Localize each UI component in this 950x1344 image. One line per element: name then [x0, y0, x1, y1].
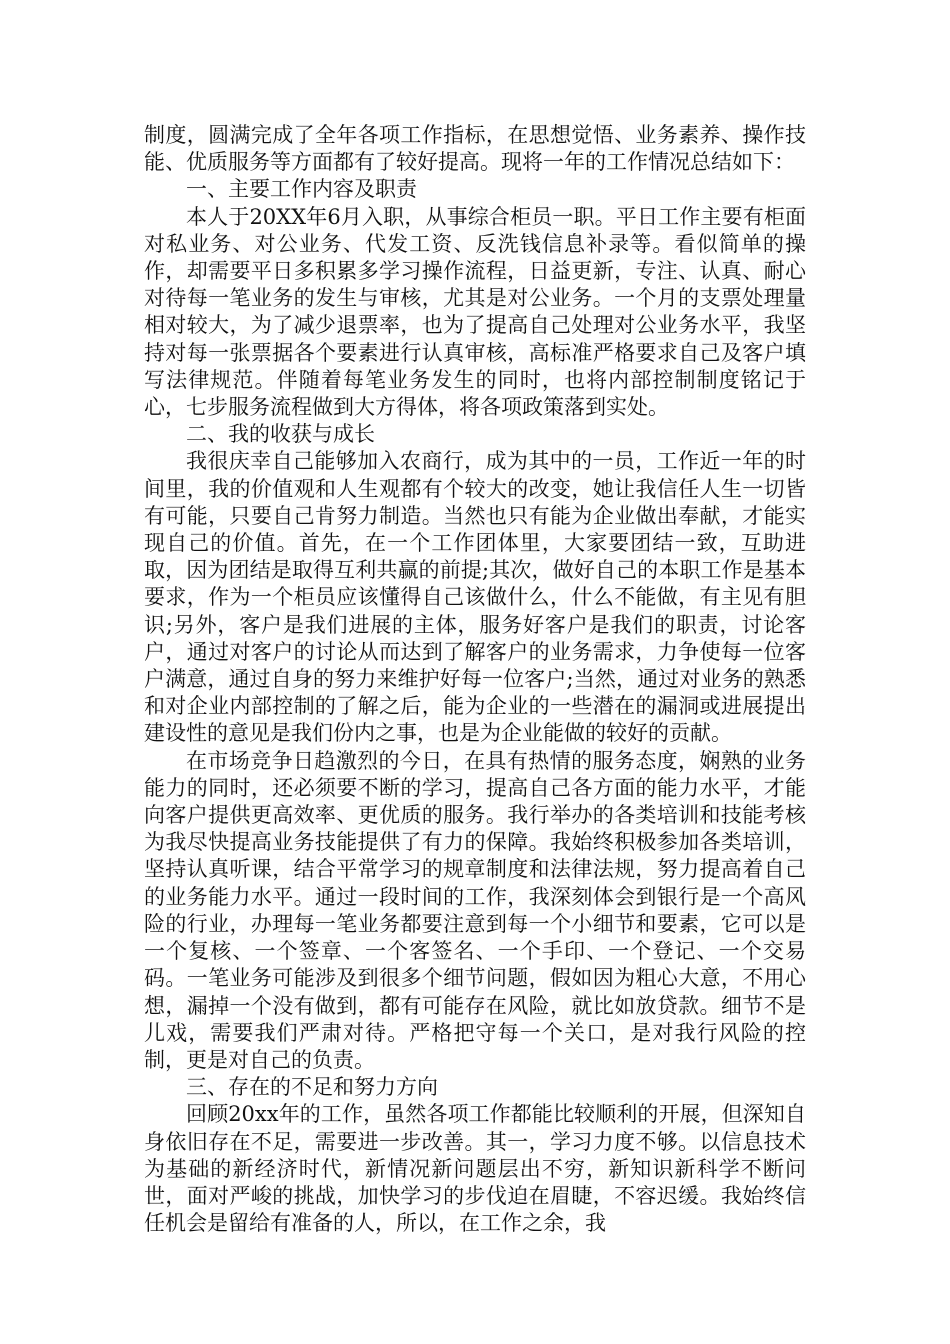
section-heading-3: 三、存在的不足和努力方向: [186, 1075, 438, 1100]
section-heading-2: 二、我的收获与成长: [186, 422, 375, 447]
paragraph-learning: 在市场竞争日趋激烈的今日，在具有热情的服务态度，娴熟的业务能力的同时，还必须要不断的学习，提高自己各方面的能力水平，才能向客户提供更高效率、更优质的服务。我行举办的各类培训和技能考核为我尽快提高业务技能提供了有力的保障。我始终积极参加各类培训，坚持认真听课，结合平常学习的规章制度和法律法规，努力提高着自己的业务能力水平。通过一段时间的工作，我深刻体会到银行是一个高风险的行业，办理每一笔业务都要注意到每一个小细节和要素，它可以是一个复核、一个签章、一个客签名、一个手印、一个登记、一个交易码。一笔业务可能涉及到很多个细节问题，假如因为粗心大意，不用心想，漏掉一个没有做到，都有可能存在风险，就比如放贷款。细节不是儿戏，需要我们严肃对待。严格把守每一个关口，是对我行风险的控制，更是对自己的负责。: [144, 748, 806, 1072]
document-body: [144, 122, 806, 1237]
paragraph-shortcomings: 回顾20xx年的工作，虽然各项工作都能比较顺利的开展，但深知自身依旧存在不足，需要进一步改善。其一，学习力度不够。以信息技术为基础的新经济时代，新情况新问题层出不穷，新知识新科学不断问世，面对严峻的挑战，加快学习的步伐迫在眉睫，不容迟缓。我始终信任机会是留给有准备的人，所以，在工作之余，我: [144, 1102, 806, 1236]
paragraph-growth: 我很庆幸自己能够加入农商行，成为其中的一员，工作近一年的时间里，我的价值观和人生观都有个较大的改变，她让我信任人生一切皆有可能，只要自己肯努力制造。当然也只有能为企业做出奉献，才能实现自己的价值。首先，在一个工作团体里，大家要团结一致，互助进取，因为团结是取得互利共赢的前提;其次，做好自己的本职工作是基本要求，作为一个柜员应该懂得自己该做什么，什么不能做，有主见有胆识;另外，客户是我们进展的主体，服务好客户是我们的职责，讨论客户，通过对客户的讨论从而达到了解客户的业务需求，力争使每一位客户满意，通过自身的努力来维护好每一位客户;当然，通过对业务的熟悉和对企业内部控制的了解之后，能为企业的一些潜在的漏洞或进展提出建设性的意见是我们份内之事，也是为企业能做的较好的贡献。: [144, 449, 806, 746]
paragraph-intro: 制度，圆满完成了全年各项工作指标，在思想觉悟、业务素养、操作技能、优质服务等方面都有了较好提高。现将一年的工作情况总结如下：: [144, 123, 806, 175]
paragraph-job-duties: 本人于20XX年6月入职，从事综合柜员一职。平日工作主要有柜面对私业务、对公业务、代发工资、反洗钱信息补录等。看似简单的操作，却需要平日多积累多学习操作流程，日益更新，专注、认真、耐心对待每一笔业务的发生与审核，尤其是对公业务。一个月的支票处理量相对较大，为了减少退票率，也为了提高自己处理对公业务水平，我坚持对每一张票据各个要素进行认真审核，高标准严格要求自己及客户填写法律规范。伴随着每笔业务发生的同时，也将内部控制制度铭记于心，七步服务流程做到大方得体，将各项政策落到实处。: [144, 204, 806, 420]
section-heading-1: 一、主要工作内容及职责: [186, 177, 417, 202]
